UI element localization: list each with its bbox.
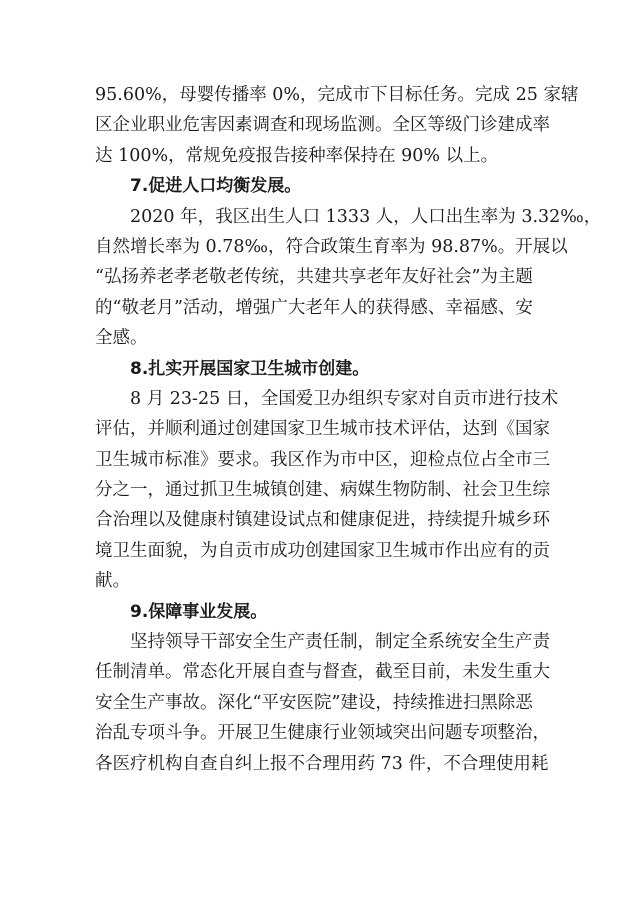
body-line: 献。 bbox=[95, 571, 130, 592]
body-line: 分之一，通过抓卫生城镇创建、病媒生物防制、社会卫生综 bbox=[95, 480, 550, 501]
body-line: “弘扬养老孝老敬老传统，共建共享老年友好社会”为主题 bbox=[95, 267, 533, 288]
section-heading-8: 8.扎实开展国家卫生城市创建。 bbox=[130, 358, 370, 379]
body-line: 卫生城市标准》要求。我区作为市中区，迎检点位占全市三 bbox=[95, 449, 550, 470]
body-line: 自然增长率为 0.78‰，符合政策生育率为 98.87%。开展以 bbox=[95, 236, 568, 257]
section-heading-7: 7.促进人口均衡发展。 bbox=[130, 176, 302, 197]
body-line: 的“敬老月”活动，增强广大老年人的获得感、幸福感、安 bbox=[95, 297, 533, 318]
body-line: 任制清单。常态化开展自查与督查，截至目前，未发生重大 bbox=[95, 662, 550, 683]
body-line: 全感。 bbox=[95, 328, 148, 349]
body-line: 安全生产事故。深化“平安医院”建设，持续推进扫黑除恶 bbox=[95, 692, 533, 713]
body-line: 达 100%，常规免疫报告接种率保持在 90% 以上。 bbox=[95, 145, 499, 166]
paragraph-first-line: 8 月 23-25 日，全国爱卫办组织专家对自贡市进行技术 bbox=[130, 388, 559, 409]
body-line: 合治理以及健康村镇建设试点和健康促进，持续提升城乡环 bbox=[95, 510, 550, 531]
body-line: 治乱专项斗争。开展卫生健康行业领域突出问题专项整治， bbox=[95, 723, 550, 744]
paragraph-first-line: 坚持领导干部安全生产责任制，制定全系统安全生产责 bbox=[130, 632, 550, 653]
body-line: 境卫生面貌，为自贡市成功创建国家卫生城市作出应有的贡 bbox=[95, 540, 550, 561]
body-line: 评估，并顺利通过创建国家卫生城市技术评估，达到《国家 bbox=[95, 419, 550, 440]
body-line: 各医疗机构自查自纠上报不合理用药 73 件，不合理使用耗 bbox=[95, 753, 549, 774]
section-heading-9: 9.保障事业发展。 bbox=[130, 601, 268, 622]
paragraph-first-line: 2020 年，我区出生人口 1333 人，人口出生率为 3.32‰， bbox=[130, 206, 602, 227]
body-line: 区企业职业危害因素调查和现场监测。全区等级门诊建成率 bbox=[95, 115, 550, 136]
body-line: 95.60%，母婴传播率 0%，完成市下目标任务。完成 25 家辖 bbox=[95, 85, 579, 105]
document-page bbox=[95, 80, 602, 779]
